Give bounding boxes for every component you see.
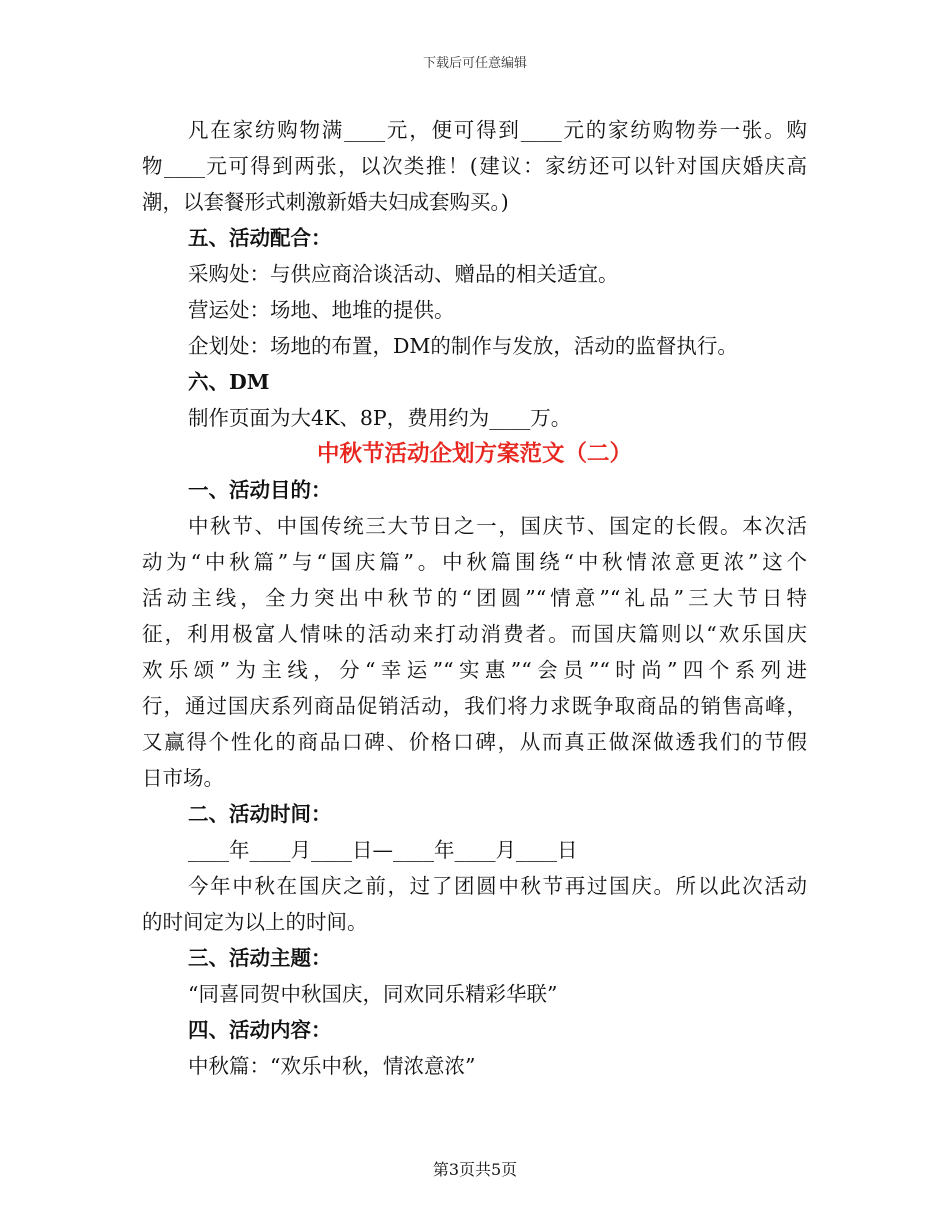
document-body xyxy=(142,112,807,1084)
theme-line: “同喜同贺中秋国庆，同欢同乐精彩华联” xyxy=(188,982,558,1006)
paragraph-line: 活动主线，全力突出中秋节的“团圆”“情意”“礼品”三大节日特 xyxy=(142,586,807,610)
paragraph-line: 中秋节、中国传统三大节日之一，国庆节、国定的长假。本次活 xyxy=(188,514,807,538)
paragraph-line: 征，利用极富人情味的活动来打动消费者。而国庆篇则以“欢乐国庆 xyxy=(142,622,807,646)
date-line: ____年____月____日—____年____月____日 xyxy=(188,838,578,862)
paragraph-line: 日市场。 xyxy=(142,766,224,790)
operations-line: 营运处：场地、地堆的提供。 xyxy=(188,298,455,322)
planning-line: 企划处：场地的布置，DM的制作与发放，活动的监督执行。 xyxy=(188,334,738,358)
document-title: 中秋节活动企划方案范文（二） xyxy=(316,441,632,467)
section-heading-4: 四、活动内容： xyxy=(188,1018,332,1042)
paragraph-line: 物____元可得到两张，以次类推！(建议：家纺还可以针对国庆婚庆高 xyxy=(142,154,807,178)
section-heading-1: 一、活动目的： xyxy=(188,478,332,502)
content-item-line: 中秋篇：“欢乐中秋，情浓意浓” xyxy=(188,1054,476,1078)
paragraph-line: 今年中秋在国庆之前，过了团圆中秋节再过国庆。所以此次活动 xyxy=(188,874,807,898)
paragraph-line: 动为“中秋篇”与“国庆篇”。中秋篇围绕“中秋情浓意更浓”这个 xyxy=(142,550,807,574)
section-heading-2: 二、活动时间： xyxy=(188,802,332,826)
page-header: 下载后可任意编辑 xyxy=(422,56,527,71)
procurement-line: 采购处：与供应商洽谈活动、赠品的相关适宜。 xyxy=(188,262,619,286)
paragraph-line: 凡在家纺购物满____元，便可得到____元的家纺购物券一张。购 xyxy=(188,118,807,142)
page-footer: 第3页共5页 xyxy=(432,1160,518,1179)
paragraph-line: 潮，以套餐形式刺激新婚夫妇成套购买。) xyxy=(142,190,509,214)
section-heading-3: 三、活动主题： xyxy=(188,946,332,970)
paragraph-line: 的时间定为以上的时间。 xyxy=(142,910,368,934)
section-heading-5: 五、活动配合： xyxy=(188,226,332,250)
paragraph-line: 又赢得个性化的商品口碑、价格口碑，从而真正做深做透我们的节假 xyxy=(142,730,807,754)
paragraph-line: 行，通过国庆系列商品促销活动，我们将力求既争取商品的销售高峰， xyxy=(142,694,807,718)
dm-line: 制作页面为大4K、8P，费用约为____万。 xyxy=(188,406,572,430)
section-heading-6: 六、DM xyxy=(188,370,270,394)
paragraph-line: 欢乐颂”为主线，分“幸运”“实惠”“会员”“时尚”四个系列进 xyxy=(142,658,807,682)
